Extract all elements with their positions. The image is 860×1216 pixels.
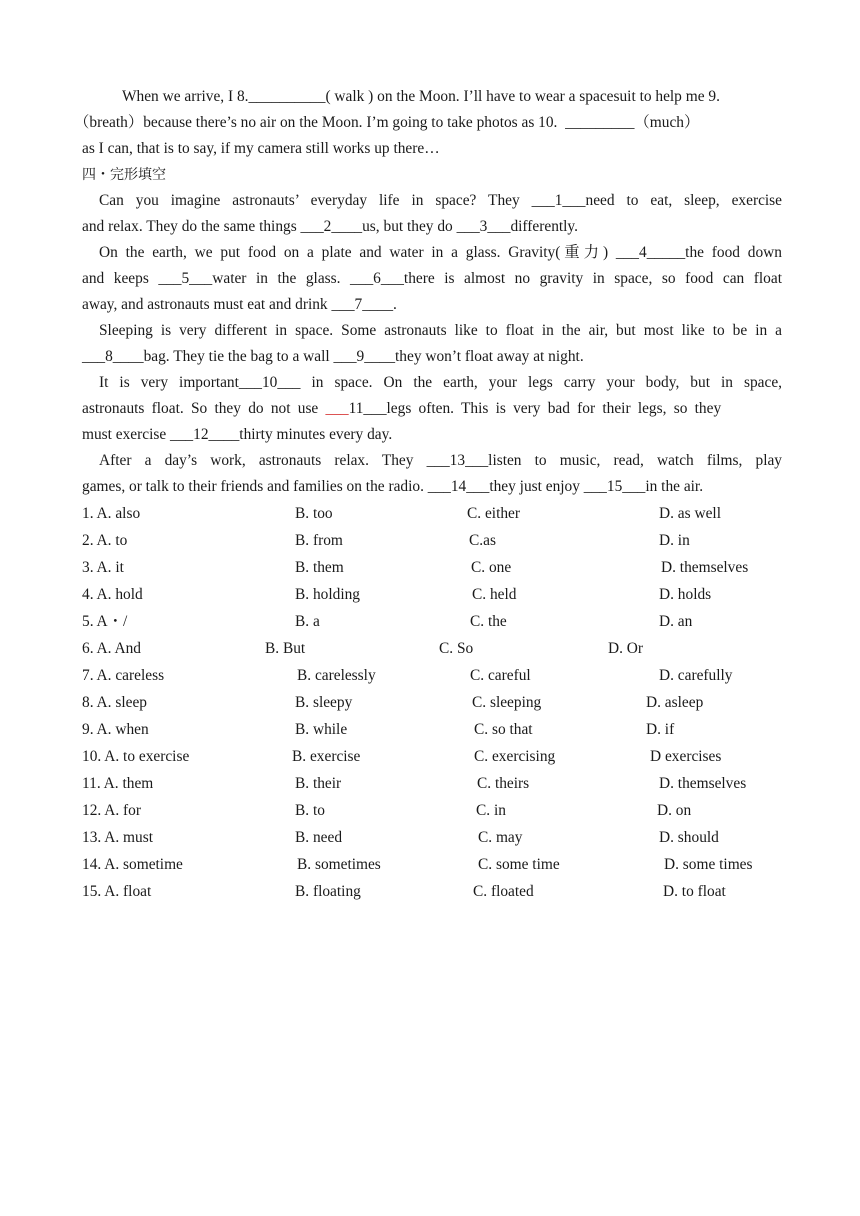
passage-line-2	[74, 110, 782, 136]
option-a: 12. A. for	[82, 802, 141, 819]
blank-8: __________	[248, 88, 326, 105]
option-d: D. in	[659, 532, 690, 549]
option-b: B. too	[295, 505, 333, 522]
cloze-line: away, and astronauts must eat and drink ___7____.	[82, 296, 397, 313]
option-d: D. should	[659, 829, 719, 846]
passage-line-3	[82, 136, 782, 162]
option-a: 5. A・/	[82, 613, 128, 630]
cloze-line: It is very important___10___ in space. On the earth, your legs carry your body, but in space,	[99, 374, 782, 391]
option-a: 9. A. when	[82, 721, 149, 738]
question-row	[82, 500, 782, 527]
cloze-text: 11___legs often. This is very bad for their legs, so they	[348, 400, 722, 417]
option-b: B. floating	[295, 883, 361, 900]
option-d: D exercises	[650, 748, 722, 765]
option-a: 6. A. And	[82, 640, 142, 657]
cloze-text: astronauts float. So they do not use	[82, 400, 326, 417]
blank-10: _________	[565, 114, 635, 131]
option-b: B. carelessly	[297, 667, 376, 684]
option-b: B. sometimes	[297, 856, 381, 873]
option-d: D. to float	[663, 883, 726, 900]
question-row	[82, 635, 782, 662]
option-c: C. So	[439, 640, 474, 657]
option-b: B. holding	[295, 586, 360, 603]
option-c: C. sleeping	[472, 694, 542, 711]
option-d: D. Or	[608, 640, 644, 657]
cloze-line: After a day’s work, astronauts relax. They ___13___listen to music, read, watch films, play	[99, 452, 782, 469]
question-row	[82, 608, 782, 635]
option-a: 7. A. careless	[82, 667, 165, 684]
question-row	[82, 554, 782, 581]
option-d: D. on	[657, 802, 692, 819]
option-b: B. need	[295, 829, 343, 846]
passage-line-1	[82, 84, 782, 110]
option-c: C. one	[471, 559, 512, 576]
question-row	[82, 743, 782, 770]
option-a: 14. A. sometime	[82, 856, 183, 873]
question-options	[82, 500, 782, 905]
question-row	[82, 824, 782, 851]
option-c: C. theirs	[477, 775, 530, 792]
option-b: B. from	[295, 532, 343, 549]
question-row	[82, 662, 782, 689]
option-c: C. held	[472, 586, 517, 603]
passage-text: （breath）because there’s no air on the Moon. I’m going to take photos as 10.	[74, 114, 558, 131]
cloze-line	[82, 396, 782, 422]
cloze-line: and keeps ___5___water in the glass. ___6___there is almost no gravity in space, so food can float	[82, 270, 782, 287]
option-a: 1. A. also	[82, 505, 141, 522]
question-row	[82, 716, 782, 743]
option-b: B. But	[265, 640, 306, 657]
option-d: D. if	[646, 721, 675, 738]
option-d: D. asleep	[646, 694, 704, 711]
option-b: B. a	[295, 613, 320, 630]
option-c: C. either	[467, 505, 520, 522]
option-a: 8. A. sleep	[82, 694, 147, 711]
question-row	[82, 770, 782, 797]
question-row	[82, 878, 782, 905]
passage-text: as I can, that is to say, if my camera still works up there…	[82, 140, 440, 157]
option-c: C. so that	[474, 721, 533, 738]
highlighted-blank: ___	[325, 400, 349, 417]
cloze-line: On the earth, we put food on a plate and water in a glass. Gravity(重力) ___4_____the food down	[99, 244, 782, 261]
option-a: 15. A. float	[82, 883, 152, 900]
question-row	[82, 689, 782, 716]
option-c: C. exercising	[474, 748, 556, 765]
option-a: 2. A. to	[82, 532, 128, 549]
option-c: C. the	[470, 613, 507, 630]
cloze-line: must exercise ___12____thirty minutes every day.	[82, 426, 393, 443]
option-c: C. careful	[470, 667, 531, 684]
option-b: B. their	[295, 775, 342, 792]
option-c: C.as	[469, 532, 496, 549]
question-row	[82, 581, 782, 608]
section-heading: 四・完形填空	[82, 167, 166, 183]
option-d: D. an	[659, 613, 693, 630]
option-a: 11. A. them	[82, 775, 154, 792]
question-row	[82, 527, 782, 554]
cloze-line: Can you imagine astronauts’ everyday life in space? They ___1___need to eat, sleep, exercise	[99, 192, 782, 209]
option-b: B. sleepy	[295, 694, 353, 711]
option-b: B. to	[295, 802, 325, 819]
option-a: 4. A. hold	[82, 586, 143, 603]
option-d: D. some times	[664, 856, 753, 873]
option-b: B. exercise	[292, 748, 361, 765]
cloze-line: games, or talk to their friends and families on the radio. ___14___they just enjoy ___15___in the air.	[82, 478, 704, 495]
option-d: D. as well	[659, 505, 721, 522]
option-b: B. while	[295, 721, 348, 738]
passage-text: （much）	[634, 114, 700, 131]
option-d: D. themselves	[659, 775, 747, 792]
passage-text: When we arrive, I 8.	[122, 88, 249, 105]
option-a: 3. A. it	[82, 559, 124, 576]
option-c: C. may	[478, 829, 523, 846]
option-d: D. holds	[659, 586, 712, 603]
option-a: 13. A. must	[82, 829, 153, 846]
option-d: D. themselves	[661, 559, 749, 576]
question-row	[82, 797, 782, 824]
option-b: B. them	[295, 559, 344, 576]
option-a: 10. A. to exercise	[82, 748, 190, 765]
option-c: C. some time	[478, 856, 560, 873]
passage-text: ( walk ) on the Moon. I’ll have to wear a spacesuit to help me 9.	[325, 88, 720, 105]
option-c: C. in	[476, 802, 506, 819]
cloze-line: ___8____bag. They tie the bag to a wall ___9____they won’t float away at night.	[82, 348, 584, 365]
cloze-line: and relax. They do the same things ___2____us, but they do ___3___differently.	[82, 218, 578, 235]
option-c: C. floated	[473, 883, 534, 900]
option-d: D. carefully	[659, 667, 733, 684]
cloze-line: Sleeping is very different in space. Some astronauts like to float in the air, but most like to be in a	[99, 322, 782, 339]
question-row	[82, 851, 782, 878]
worksheet-page	[74, 84, 782, 905]
